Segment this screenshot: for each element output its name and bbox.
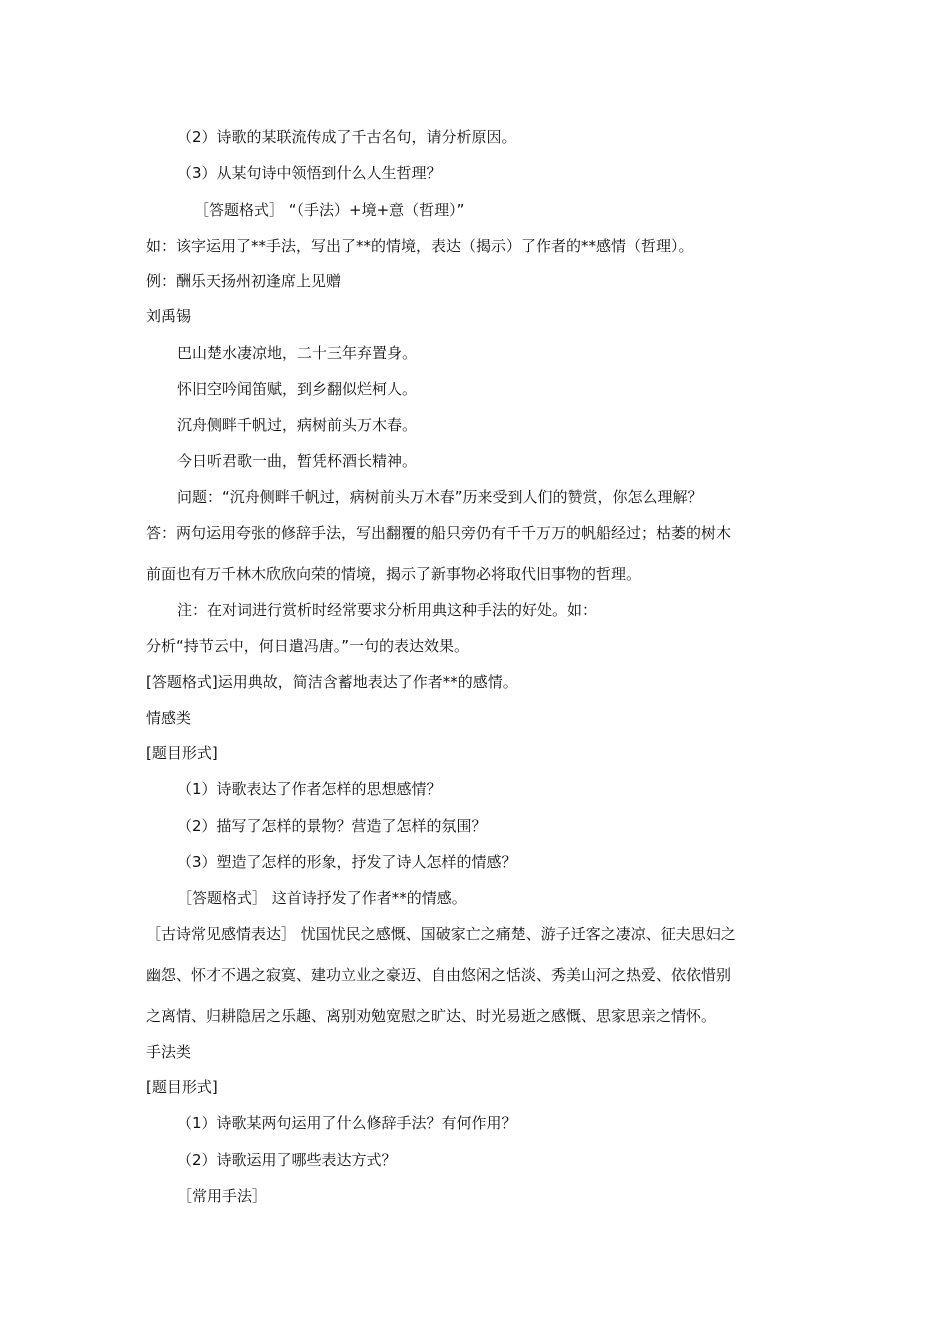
answer-paragraph-line-1: 答：两句运用夸张的修辞手法，写出翻覆的船只旁仍有千千万万的帆船经过；枯萎的树木 [146, 524, 732, 542]
question-line-3: （3）从某句诗中领悟到什么人生哲理？ [177, 164, 442, 182]
common-emotions-line-2: 幽怨、怀才不遇之寂寞、建功立业之豪迈、自由悠闲之恬淡、秀美山河之热爱、依依惜别 [146, 966, 732, 984]
allusion-format-line: [答题格式]运用典故，简洁含蓄地表达了作者**的感情。 [146, 673, 518, 691]
analysis-line: 分析“持节云中，何日遣冯唐。”一句的表达效果。 [146, 637, 470, 655]
emotion-question-3: （3）塑造了怎样的形象，抒发了诗人怎样的情感？ [177, 853, 517, 871]
question-line-2: （2）诗歌的某联流传成了千古名句，请分析原因。 [177, 128, 517, 146]
section-heading-emotion: 情感类 [146, 709, 192, 727]
poem-verse-1: 巴山楚水凄凉地，二十三年弃置身。 [177, 344, 418, 362]
poem-verse-2: 怀旧空吟闻笛赋，到乡翻似烂柯人。 [177, 380, 418, 398]
answer-format-line: ［答题格式］ “（手法）+境+意（哲理）” [194, 201, 465, 219]
note-line: 注：在对词进行赏析时经常要求分析用典这种手法的好处。如： [177, 601, 598, 619]
poem-verse-4: 今日听君歌一曲，暂凭杯酒长精神。 [177, 452, 418, 470]
common-emotions-line-3: 之离情、归耕隐居之乐趣、离别劝勉宽慰之旷达、时光易逝之感慨、思家思亲之情怀。 [146, 1007, 717, 1025]
poem-verse-3: 沉舟侧畔千帆过，病树前头万木春。 [177, 416, 418, 434]
question-form-label-1: [题目形式] [146, 744, 218, 762]
example-title-line: 例：酬乐天扬州初逢席上见赠 [146, 272, 342, 290]
technique-question-2: （2）诗歌运用了哪些表达方式？ [177, 1151, 397, 1169]
emotion-question-1: （1）诗歌表达了作者怎样的思想感情？ [177, 780, 442, 798]
section-heading-technique: 手法类 [146, 1043, 192, 1061]
technique-question-1: （1）诗歌某两句运用了什么修辞手法？有何作用？ [177, 1114, 517, 1132]
poem-author-line: 刘禹锡 [146, 307, 192, 325]
common-emotions-line-1: ［古诗常见感情表达］ 忧国忧民之感慨、国破家亡之痛楚、游子迁客之凄凉、征夫思妇之 [146, 925, 736, 943]
question-form-label-2: [题目形式] [146, 1078, 218, 1096]
answer-paragraph-line-2: 前面也有万千林木欣欣向荣的情境，揭示了新事物必将取代旧事物的哲理。 [146, 565, 642, 583]
emotion-question-2: （2）描写了怎样的景物？营造了怎样的氛围？ [177, 817, 487, 835]
common-techniques-label: ［常用手法］ [177, 1187, 268, 1205]
emotion-answer-format: ［答题格式］ 这首诗抒发了作者**的情感。 [177, 889, 467, 907]
example-explanation-line: 如：该字运用了**手法，写出了**的情境，表达（揭示）了作者的**感情（哲理）。 [146, 237, 694, 255]
question-paragraph: 问题：“沉舟侧畔千帆过，病树前头万木春”历来受到人们的赞赏，你怎么理解？ [177, 488, 703, 506]
